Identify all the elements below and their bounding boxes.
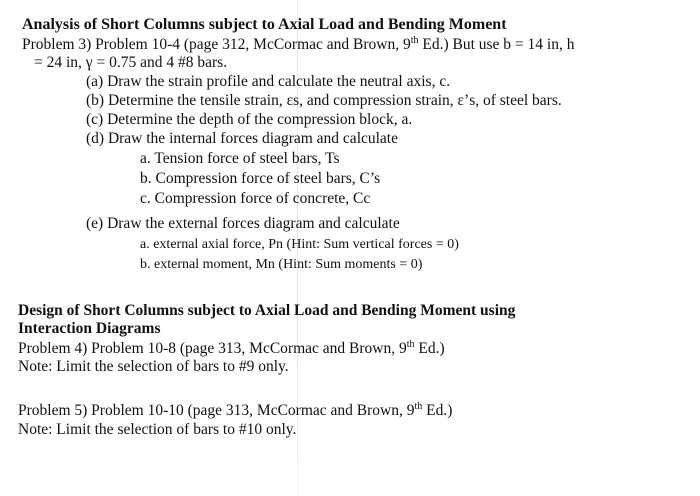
item-c: (c) Determine the depth of the compression block, a. bbox=[86, 111, 413, 128]
problem4-tail: Ed.) bbox=[414, 340, 445, 357]
problem5-sup: th bbox=[414, 401, 423, 412]
problem3-sup: th bbox=[410, 35, 419, 46]
item-a: (a) Draw the strain profile and calculate the neutral axis, c. bbox=[86, 73, 451, 90]
problem4-sup: th bbox=[406, 339, 415, 350]
section2-heading-line2: Interaction Diagrams bbox=[18, 320, 161, 337]
item-d-c: c. Compression force of concrete, Cc bbox=[140, 190, 371, 207]
problem4-label: Problem 4) Problem 10-8 (page 313, McCormac and Brown, 9 bbox=[18, 340, 407, 357]
problem3-line2: = 24 in, γ = 0.75 and 4 #8 bars. bbox=[34, 54, 228, 71]
problem3-line1 bbox=[22, 36, 574, 54]
problem3-label: Problem 3) Problem 10-4 (page 312, McCormac and Brown, 9 bbox=[22, 36, 411, 53]
problem4-line bbox=[18, 340, 445, 358]
item-b: (b) Determine the tensile strain, εs, and compression strain, ε’s, of steel bars. bbox=[86, 92, 562, 109]
item-e-a: a. external axial force, Pn (Hint: Sum vertical forces = 0) bbox=[140, 237, 459, 252]
section2-heading-line1: Design of Short Columns subject to Axial Load and Bending Moment using bbox=[18, 302, 516, 319]
problem5-tail: Ed.) bbox=[422, 402, 453, 419]
problem3-tail: Ed.) But use b = 14 in, h bbox=[418, 36, 575, 53]
problem5-label: Problem 5) Problem 10-10 (page 313, McCormac and Brown, 9 bbox=[18, 402, 415, 419]
problem5-note: Note: Limit the selection of bars to #10 only. bbox=[18, 421, 297, 438]
problem5-line bbox=[18, 402, 452, 420]
problem4-note: Note: Limit the selection of bars to #9 only. bbox=[18, 358, 289, 375]
item-e: (e) Draw the external forces diagram and calculate bbox=[86, 215, 400, 232]
item-d: (d) Draw the internal forces diagram and calculate bbox=[86, 130, 398, 147]
section1-heading: Analysis of Short Columns subject to Axial Load and Bending Moment bbox=[22, 16, 507, 33]
item-d-b: b. Compression force of steel bars, C’s bbox=[140, 170, 381, 187]
item-e-b: b. external moment, Mn (Hint: Sum moments = 0) bbox=[140, 257, 423, 272]
item-d-a: a. Tension force of steel bars, Ts bbox=[140, 150, 340, 167]
